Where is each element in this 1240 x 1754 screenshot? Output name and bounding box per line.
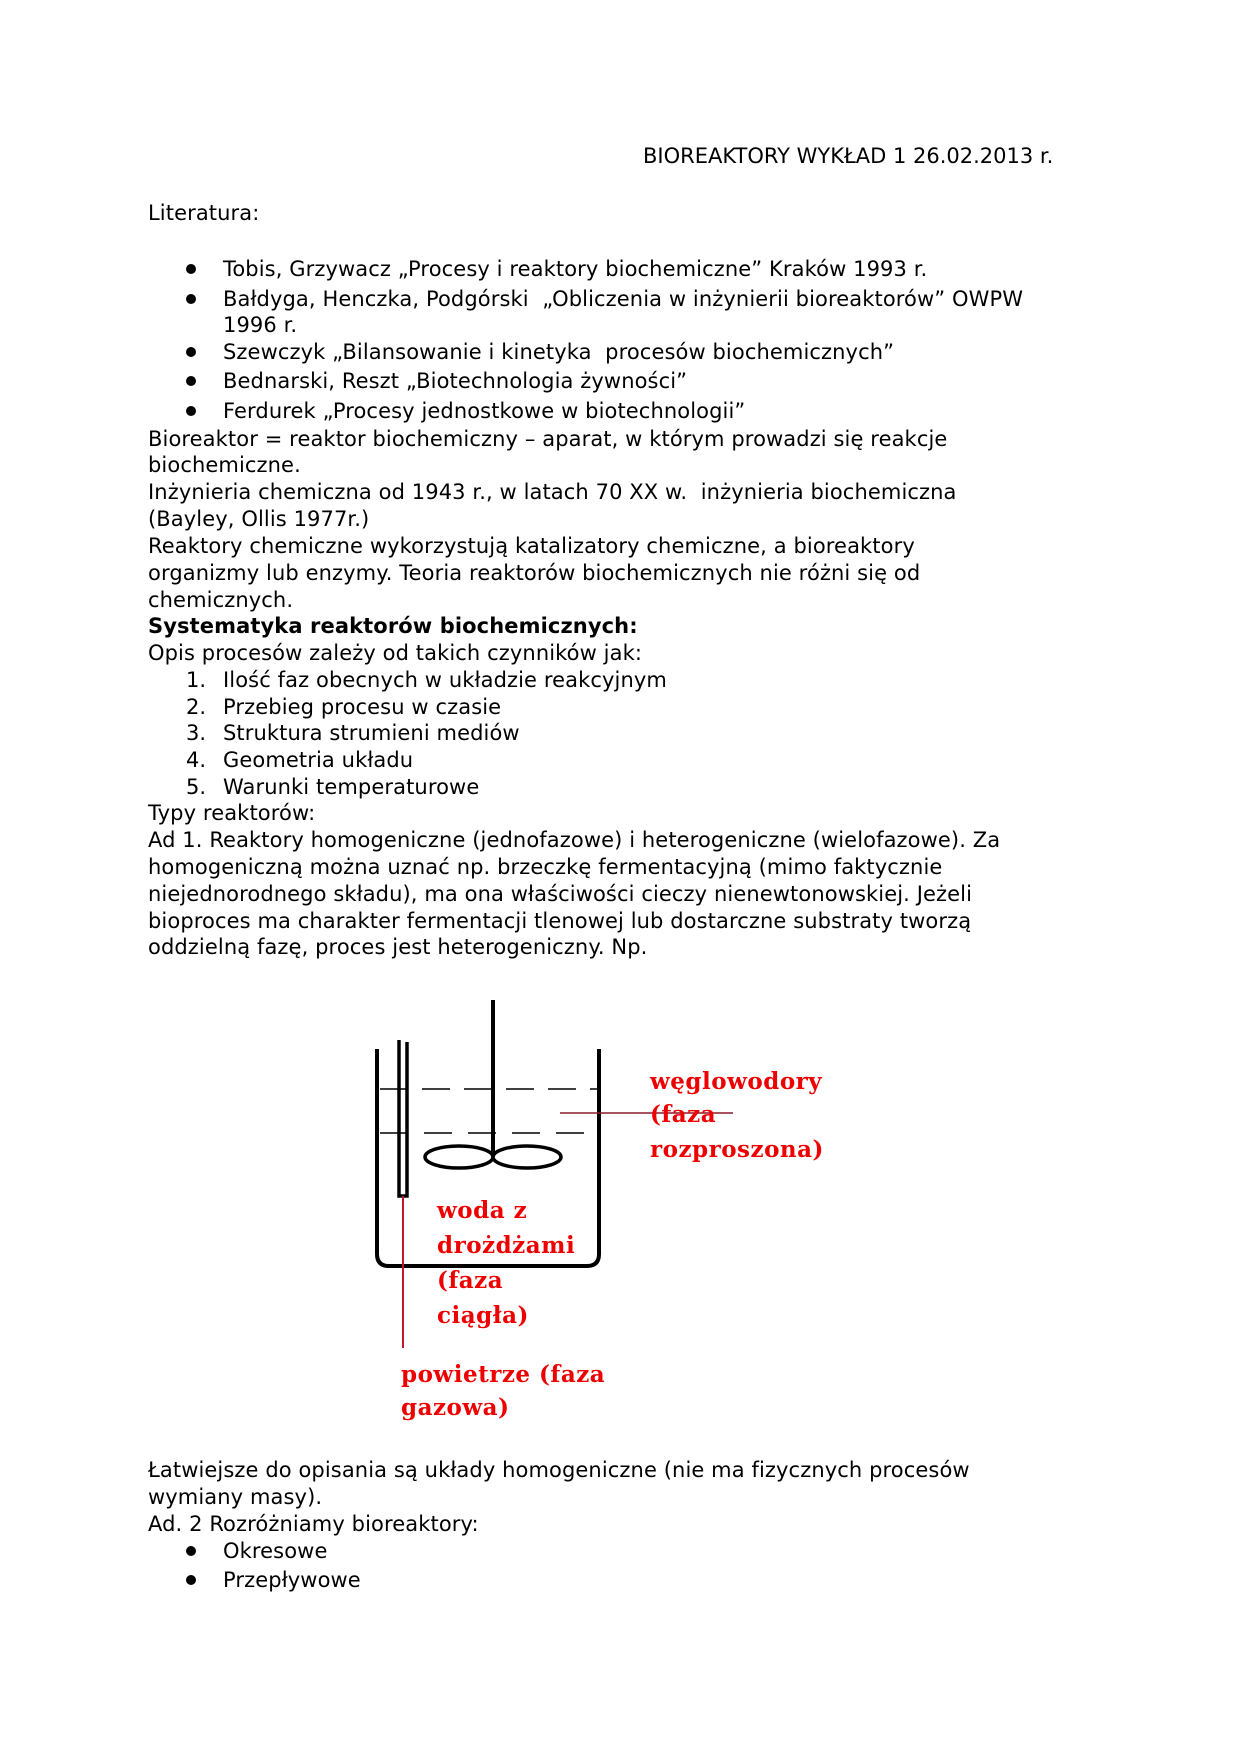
comparison-paragraph: organizmy lub enzymy. Teoria reaktorów biochemicznych nie różni się od <box>148 561 921 585</box>
bullet-icon <box>186 1575 196 1585</box>
ad1-paragraph: Ad 1. Reaktory homogeniczne (jednofazowe) i heterogeniczne (wielofazowe). Za <box>148 828 1001 852</box>
literature-item: Bednarski, Reszt „Biotechnologia żywności” <box>223 369 688 393</box>
water-label: drożdżami <box>437 1232 576 1259</box>
comparison-paragraph: Reaktory chemiczne wykorzystują katalizatory chemiczne, a bioreaktory <box>148 534 915 558</box>
air-label: gazowa) <box>401 1394 510 1421</box>
water-label: (faza <box>437 1267 504 1294</box>
systematics-heading: Systematyka reaktorów biochemicznych: <box>148 614 638 638</box>
factor-item: Przebieg procesu w czasie <box>223 695 502 719</box>
ad1-paragraph: homogeniczną można uznać np. brzeczkę fermentacyjną (mimo faktycznie <box>148 855 943 879</box>
types-heading: Typy reaktorów: <box>148 801 316 825</box>
hydrocarbons-label: rozproszona) <box>650 1136 824 1163</box>
reactor-type-item: Przepływowe <box>223 1568 361 1592</box>
list-number: 5. <box>186 775 207 799</box>
literature-item: Szewczyk „Bilansowanie i kinetyka procesów biochemicznych” <box>223 340 895 364</box>
bullet-icon <box>186 1546 196 1556</box>
reactor-type-item: Okresowe <box>223 1539 328 1563</box>
definition-paragraph: biochemiczne. <box>148 453 301 477</box>
literature-item: Tobis, Grzywacz „Procesy i reaktory biochemiczne” Kraków 1993 r. <box>223 257 928 281</box>
literature-item-continuation: 1996 r. <box>223 313 298 337</box>
list-number: 2. <box>186 695 207 719</box>
document-header: BIOREAKTORY WYKŁAD 1 26.02.2013 r. <box>643 144 1054 168</box>
air-label: powietrze (faza <box>401 1361 606 1388</box>
factor-item: Geometria układu <box>223 748 414 772</box>
factor-item: Ilość faz obecnych w układzie reakcyjnym <box>223 668 667 692</box>
definition-paragraph: Bioreaktor = reaktor biochemiczny – aparat, w którym prowadzi się reakcje <box>148 427 948 451</box>
history-paragraph: (Bayley, Ollis 1977r.) <box>148 507 370 531</box>
hydrocarbons-label: węglowodory <box>650 1068 823 1095</box>
comparison-paragraph: chemicznych. <box>148 588 294 612</box>
list-number: 3. <box>186 721 207 745</box>
factor-item: Struktura strumieni mediów <box>223 721 520 745</box>
literature-heading: Literatura: <box>148 201 260 225</box>
ad1-paragraph: bioproces ma charakter fermentacji tlenowej lub dostarczne substraty tworzą <box>148 909 972 933</box>
list-number: 4. <box>186 748 207 772</box>
homogeneous-paragraph: wymiany masy). <box>148 1485 323 1509</box>
literature-item: Bałdyga, Henczka, Podgórski „Obliczenia w inżynierii bioreaktorów” OWPW <box>223 287 1024 311</box>
history-paragraph: Inżynieria chemiczna od 1943 r., w latach 70 XX w. inżynieria biochemiczna <box>148 480 957 504</box>
factor-item: Warunki temperaturowe <box>223 775 480 799</box>
water-label: woda z <box>437 1197 528 1224</box>
water-label: ciągła) <box>437 1302 529 1329</box>
literature-item: Ferdurek „Procesy jednostkowe w biotechnologii” <box>223 399 746 423</box>
hydrocarbons-label: (faza <box>650 1101 717 1128</box>
ad1-paragraph: niejednorodnego składu), ma ona właściwości cieczy nienewtonowskiej. Jeżeli <box>148 882 973 906</box>
list-number: 1. <box>186 668 207 692</box>
homogeneous-paragraph: Łatwiejsze do opisania są układy homogeniczne (nie ma fizycznych procesów <box>148 1458 970 1482</box>
ad1-paragraph: oddzielną fazę, proces jest heterogeniczny. Np. <box>148 935 648 959</box>
ad2-heading: Ad. 2 Rozróżniamy bioreaktory: <box>148 1512 479 1536</box>
systematics-intro: Opis procesów zależy od takich czynników jak: <box>148 641 643 665</box>
